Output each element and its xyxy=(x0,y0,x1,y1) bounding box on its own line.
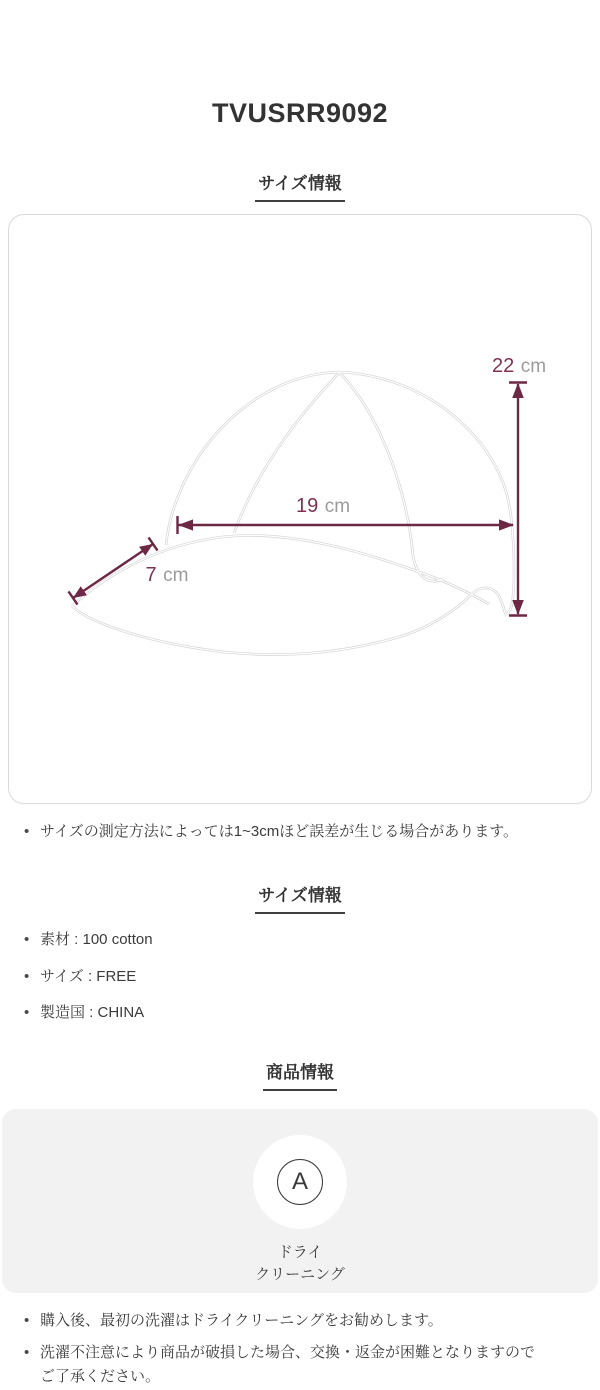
cap-measurement-diagram xyxy=(9,215,592,804)
washing-note: • 洗濯不注意により商品が破損した場合、交換・返金が困難となりますのでご了承ください。 xyxy=(22,1341,545,1388)
care-label: ドライ クリーニング xyxy=(255,1244,345,1283)
cap-outline xyxy=(72,372,514,655)
brim-measurement-label: 7 cm xyxy=(145,564,189,586)
product-info-heading: 商品情報 xyxy=(263,1058,337,1091)
size-measure-note-list xyxy=(0,820,600,843)
size-diagram-card xyxy=(8,214,592,804)
page-title: TVUSRR9092 xyxy=(211,98,389,128)
care-symbol-circle xyxy=(253,1135,347,1229)
width-measurement-label: 19 cm xyxy=(295,495,351,517)
size-info-heading: サイズ情報 xyxy=(255,881,345,914)
dry-cleaning-icon xyxy=(277,1159,323,1205)
brim-dimension-line xyxy=(69,537,158,604)
washing-note: • 購入後、最初の洗濯はドライクリーニングをお勧めします。 xyxy=(22,1309,545,1332)
size-measure-note: • サイズの測定方法によっては1~3cmほど誤差が生じる場合があります。 xyxy=(22,820,545,843)
size-diagram-heading: サイズ情報 xyxy=(255,169,345,202)
spec-item-country: • 製造国 : CHINA xyxy=(22,1001,545,1024)
spec-item-size: • サイズ : FREE xyxy=(22,965,545,988)
care-symbol-letter: A xyxy=(291,1168,308,1195)
spec-item-material: • 素材 : 100 cotton xyxy=(22,928,545,951)
size-info-list xyxy=(0,928,600,1024)
height-measurement-label: 22 cm xyxy=(491,355,547,377)
height-dimension-line xyxy=(509,383,527,616)
care-instruction-box xyxy=(2,1109,598,1293)
washing-note-list xyxy=(0,1309,600,1388)
width-dimension-line xyxy=(178,516,515,534)
